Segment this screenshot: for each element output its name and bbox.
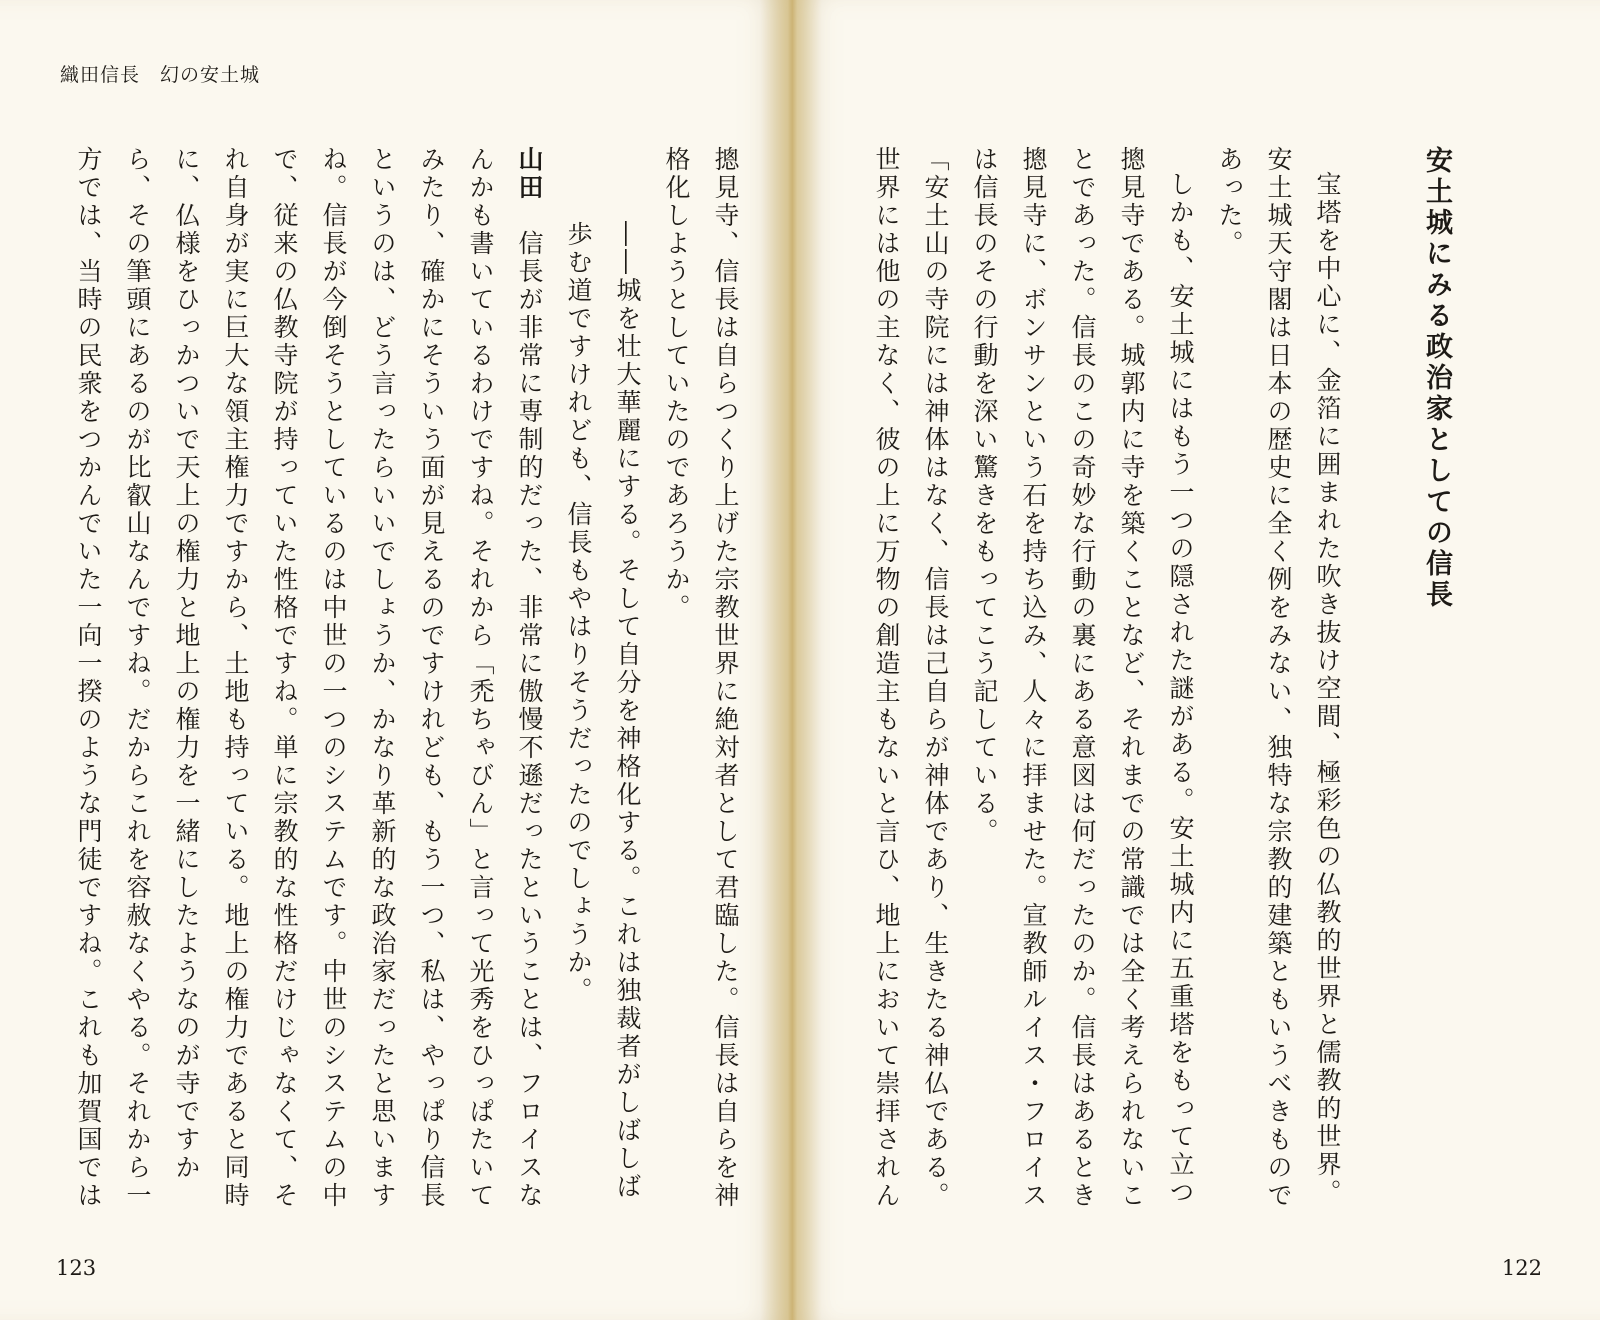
paragraph: 宝塔を中心に、金箔に囲まれた吹き抜け空間、極彩色の仏教的世界と儒教的世界。安土城天守閣は日本の歴史に全く例をみない、独特な宗教的建築ともいうべきものであった。 [1215,146,1342,1210]
book-gutter [760,0,822,1320]
section-heading: 安土城にみる政治家としての信長 [1421,146,1452,611]
speaker-answer [60,146,554,1216]
quote-paragraph: 「安土山の寺院には神体はなく、信長は己自らが神体であり、生きたる神仏である。世界には他の主なく、彼の上に万物の創造主もないと言ひ、地上において崇拝されん [872,146,950,1210]
paragraph: しかも、安土城にはもう一つの隠された謎がある。安土城内に五重塔をもって立つ摠見寺である。城郭内に寺を築くことなど、それまでの常識では全く考えられないことであった。信長のこの奇妙な行動の裏にある意図は何だったのか。信長はあるとき摠見寺に、ボンサンという石を持ち込み、人々に拝ませた。宣教師ルイス・フロイスは信長のその行動を深い驚きをもってこう記している。 [970,146,1195,1210]
left-page-body [60,146,750,1216]
paragraph: 摠見寺、信長は自らつくり上げた宗教世界に絶対者として君臨した。信長は自らを神格化しようとしていたのであろうか。 [662,146,740,1210]
right-page-body [870,146,1352,1216]
running-head: 織田信長 幻の安土城 [60,64,261,86]
page-number-right: 122 [1501,1256,1542,1280]
speaker-name: 山田 [515,146,544,202]
page-number-left: 123 [56,1256,97,1280]
interviewer-question: ――城を壮大華麗にする。そして自分を神格化する。これは独裁者がしばしば歩む道ですけれども、信長もやはりそうだったのでしょうか。 [564,221,642,1201]
answer-text: 信長が非常に専制的だった、非常に傲慢不遜だったということは、フロイスなんかも書いているわけですね。それから「禿ちゃびん」と言って光秀をひっぱたいてみたり、確かにそういう面が見えるのですけれども、もう一つ、私は、やっぱり信長というのは、どう言ったらいいでしょうか、かなり革新的な政治家だったと思いますね。信長が今倒そうとしているのは中世の一つのシステムです。中世のシステムの中で、従来の仏教寺院が持っていた性格ですね。単に宗教的な性格だけじゃなくて、それ自身が実に巨大な領主権力ですから、土地も持っている。地上の権力であると同時に、仏様をひっかついで天上の権力と地上の権力を一緒にしたようなのが寺ですから、その筆頭にあるのが比叡山なんですね。だからこれを容赦なくやる。それから一方では、当時の民衆をつかんでいた一向一揆のような門徒ですね。これも加賀国では [74,146,544,1210]
